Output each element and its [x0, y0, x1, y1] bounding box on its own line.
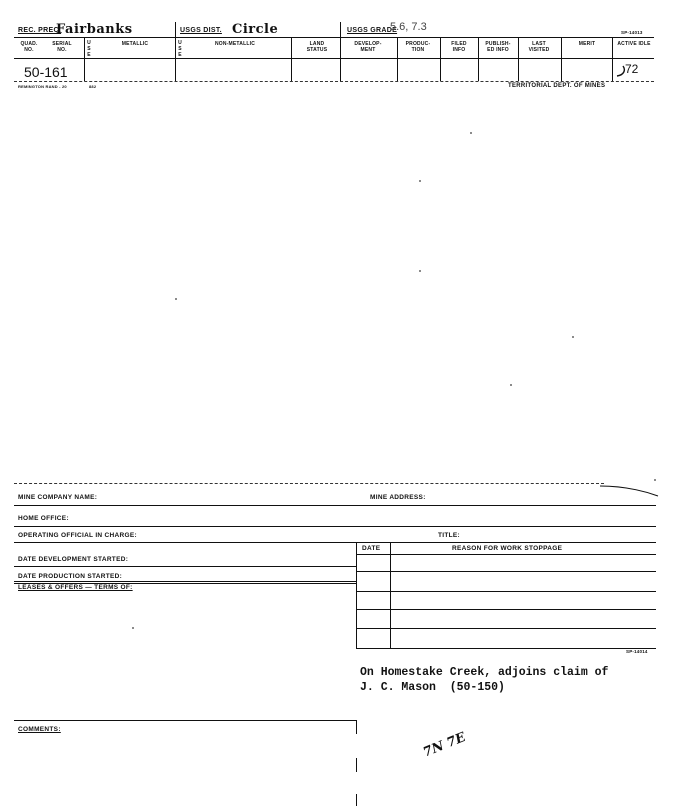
col-sep — [291, 37, 292, 81]
line-official — [14, 542, 656, 543]
card-line-top — [14, 37, 654, 38]
col-sep — [518, 37, 519, 81]
pencil-mark-icon — [614, 64, 626, 78]
line-prod — [14, 581, 356, 582]
form-number-2: SP-14014 — [626, 649, 648, 654]
scan-speck — [470, 132, 472, 134]
title-label: TITLE: — [438, 532, 461, 539]
handwritten-township: 7N 7E — [421, 729, 468, 761]
date-production-label: DATE PRODUCTION STARTED: — [18, 573, 123, 580]
col-active-idle: ACTIVE IDLE — [617, 41, 651, 47]
active-idle-value: 72 — [625, 62, 639, 76]
col-sep — [561, 37, 562, 81]
table-vertical-main — [356, 542, 357, 648]
scan-speck — [510, 384, 512, 386]
operating-official-label: OPERATING OFFICIAL IN CHARGE: — [18, 532, 137, 539]
lower-card-top — [14, 483, 604, 484]
col-serial-no: SERIAL NO. — [52, 41, 72, 53]
line-comments — [14, 720, 356, 721]
comments-divider — [356, 720, 357, 734]
col-sep — [478, 37, 479, 81]
col-last-visited: LAST VISITED — [528, 41, 550, 53]
table-vertical-date — [390, 542, 391, 648]
line-company — [14, 505, 656, 506]
printer-label: REMINGTON RAND - 20 — [18, 84, 67, 89]
lower-form — [0, 470, 678, 808]
col-non-metallic: NON-METALLIC — [214, 41, 256, 47]
col-development: DEVELOP-MENT — [354, 41, 382, 53]
dept-label: TERRITORIAL DEPT. OF MINES — [508, 83, 606, 89]
home-office-label: HOME OFFICE: — [18, 515, 69, 522]
scan-speck — [175, 298, 177, 300]
date-development-label: DATE DEVELOPMENT STARTED: — [18, 556, 129, 563]
col-published-info: PUBLISH-ED INFO — [485, 41, 511, 53]
printer-code: 882 — [89, 84, 97, 89]
card-line-bottom — [14, 81, 654, 82]
usgs-dist-label: USGS DIST. — [180, 27, 222, 34]
line-table-head — [356, 554, 656, 555]
col-use-2: U S E — [178, 40, 182, 58]
col-merit: MERIT — [578, 41, 596, 47]
mine-company-name-label: MINE COMPANY NAME: — [18, 494, 98, 501]
table-row-line — [356, 571, 656, 572]
comments-label: COMMENTS: — [18, 726, 61, 733]
rec-prec-value: Fairbanks — [56, 22, 133, 37]
col-sep — [340, 22, 341, 37]
col-metallic: METALLIC — [121, 41, 149, 47]
scan-speck — [419, 180, 421, 182]
comments-divider — [356, 758, 357, 772]
col-filed-info: FILED INFO — [451, 41, 467, 53]
table-row-line — [356, 648, 656, 649]
serial-number: 50-161 — [24, 64, 68, 80]
note-line-1: On Homestake Creek, adjoins claim of — [360, 666, 609, 679]
col-sep — [397, 37, 398, 81]
col-sep — [440, 37, 441, 81]
col-sep — [340, 37, 341, 81]
line-dev — [14, 566, 356, 567]
scan-speck — [572, 336, 574, 338]
table-row-line — [356, 609, 656, 610]
col-land-status: LAND STATUS — [306, 41, 328, 53]
table-row-line — [356, 628, 656, 629]
col-use-1: U S E — [87, 40, 91, 58]
mine-address-label: MINE ADDRESS: — [370, 494, 426, 501]
col-sep — [612, 37, 613, 81]
comments-divider — [356, 794, 357, 806]
col-sep — [84, 37, 85, 81]
note-line-2: J. C. Mason (50-150) — [360, 681, 505, 694]
card-curl — [600, 478, 660, 498]
col-sep — [175, 37, 176, 81]
top-card — [0, 0, 678, 100]
reason-column-header: REASON FOR WORK STOPPAGE — [452, 545, 563, 552]
table-row-line — [356, 591, 656, 592]
col-production: PRODUC-TION — [405, 41, 431, 53]
form-number: SP-14013 — [621, 30, 643, 35]
card-line-mid — [14, 58, 654, 59]
scan-speck — [419, 270, 421, 272]
date-column-header: DATE — [362, 545, 381, 552]
col-sep — [175, 22, 176, 37]
rec-prec-label: REC. PREC. — [18, 27, 62, 34]
col-quad-no: QUAD. NO. — [20, 41, 38, 53]
usgs-dist-value: Circle — [232, 22, 279, 37]
line-home-office — [14, 526, 656, 527]
leases-label: LEASES & OFFERS — TERMS OF: — [18, 584, 133, 591]
usgs-grade-label: USGS GRADE — [347, 27, 398, 34]
usgs-grade-value: 5.6, 7.3 — [390, 21, 427, 33]
